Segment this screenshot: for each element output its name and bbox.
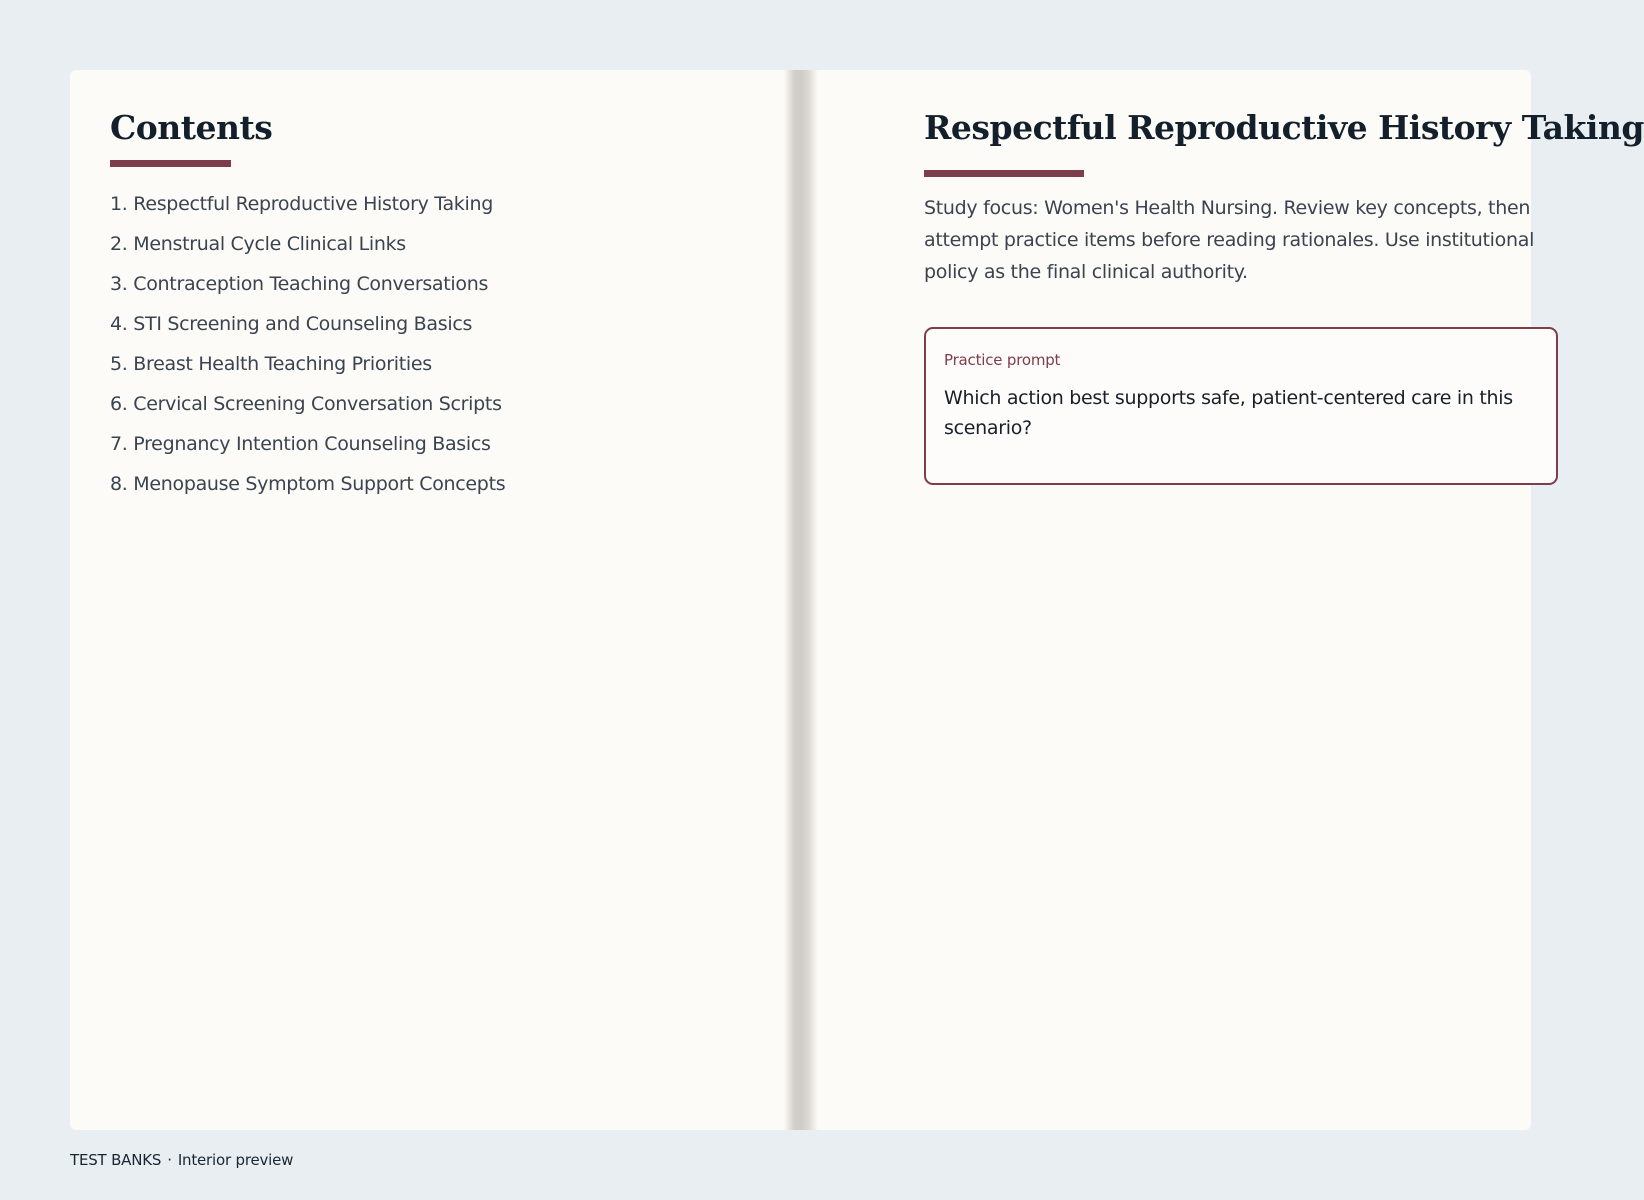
contents-page (70, 70, 784, 1130)
practice-prompt-question: Which action best supports safe, patient-centered care in this scenario? (944, 387, 1513, 439)
table-of-contents (110, 184, 505, 504)
section-title: Respectful Reproductive History Taking (924, 108, 1644, 147)
footer-preview-label: Interior preview (177, 1151, 294, 1169)
book-spread (70, 70, 1644, 1130)
toc-item-2[interactable]: 2. Menstrual Cycle Clinical Links (110, 233, 406, 255)
toc-item-4[interactable]: 4. STI Screening and Counseling Basics (110, 313, 473, 335)
book-gutter (784, 70, 818, 1130)
contents-title: Contents (110, 108, 273, 147)
footer-brand: TEST BANKS (70, 1151, 162, 1169)
contents-title-underline (110, 160, 231, 167)
section-title-underline (924, 170, 1084, 177)
section-page (818, 70, 1644, 1130)
footer-caption (70, 1151, 293, 1169)
toc-item-3[interactable]: 3. Contraception Teaching Conversations (110, 273, 489, 295)
toc-item-6[interactable]: 6. Cervical Screening Conversation Scripts (110, 393, 502, 415)
practice-prompt-card (924, 327, 1558, 485)
toc-item-1[interactable]: 1. Respectful Reproductive History Taking (110, 193, 493, 215)
footer-separator: · (167, 1151, 172, 1169)
practice-prompt-label: Practice prompt (944, 351, 1061, 369)
study-focus-text: Study focus: Women's Health Nursing. Review key concepts, then attempt practice items before reading rationales. Use institutional policy as the final clinical authority. (924, 197, 1535, 283)
toc-item-7[interactable]: 7. Pregnancy Intention Counseling Basics (110, 433, 491, 455)
toc-item-5[interactable]: 5. Breast Health Teaching Priorities (110, 353, 432, 375)
toc-item-8[interactable]: 8. Menopause Symptom Support Concepts (110, 473, 506, 495)
